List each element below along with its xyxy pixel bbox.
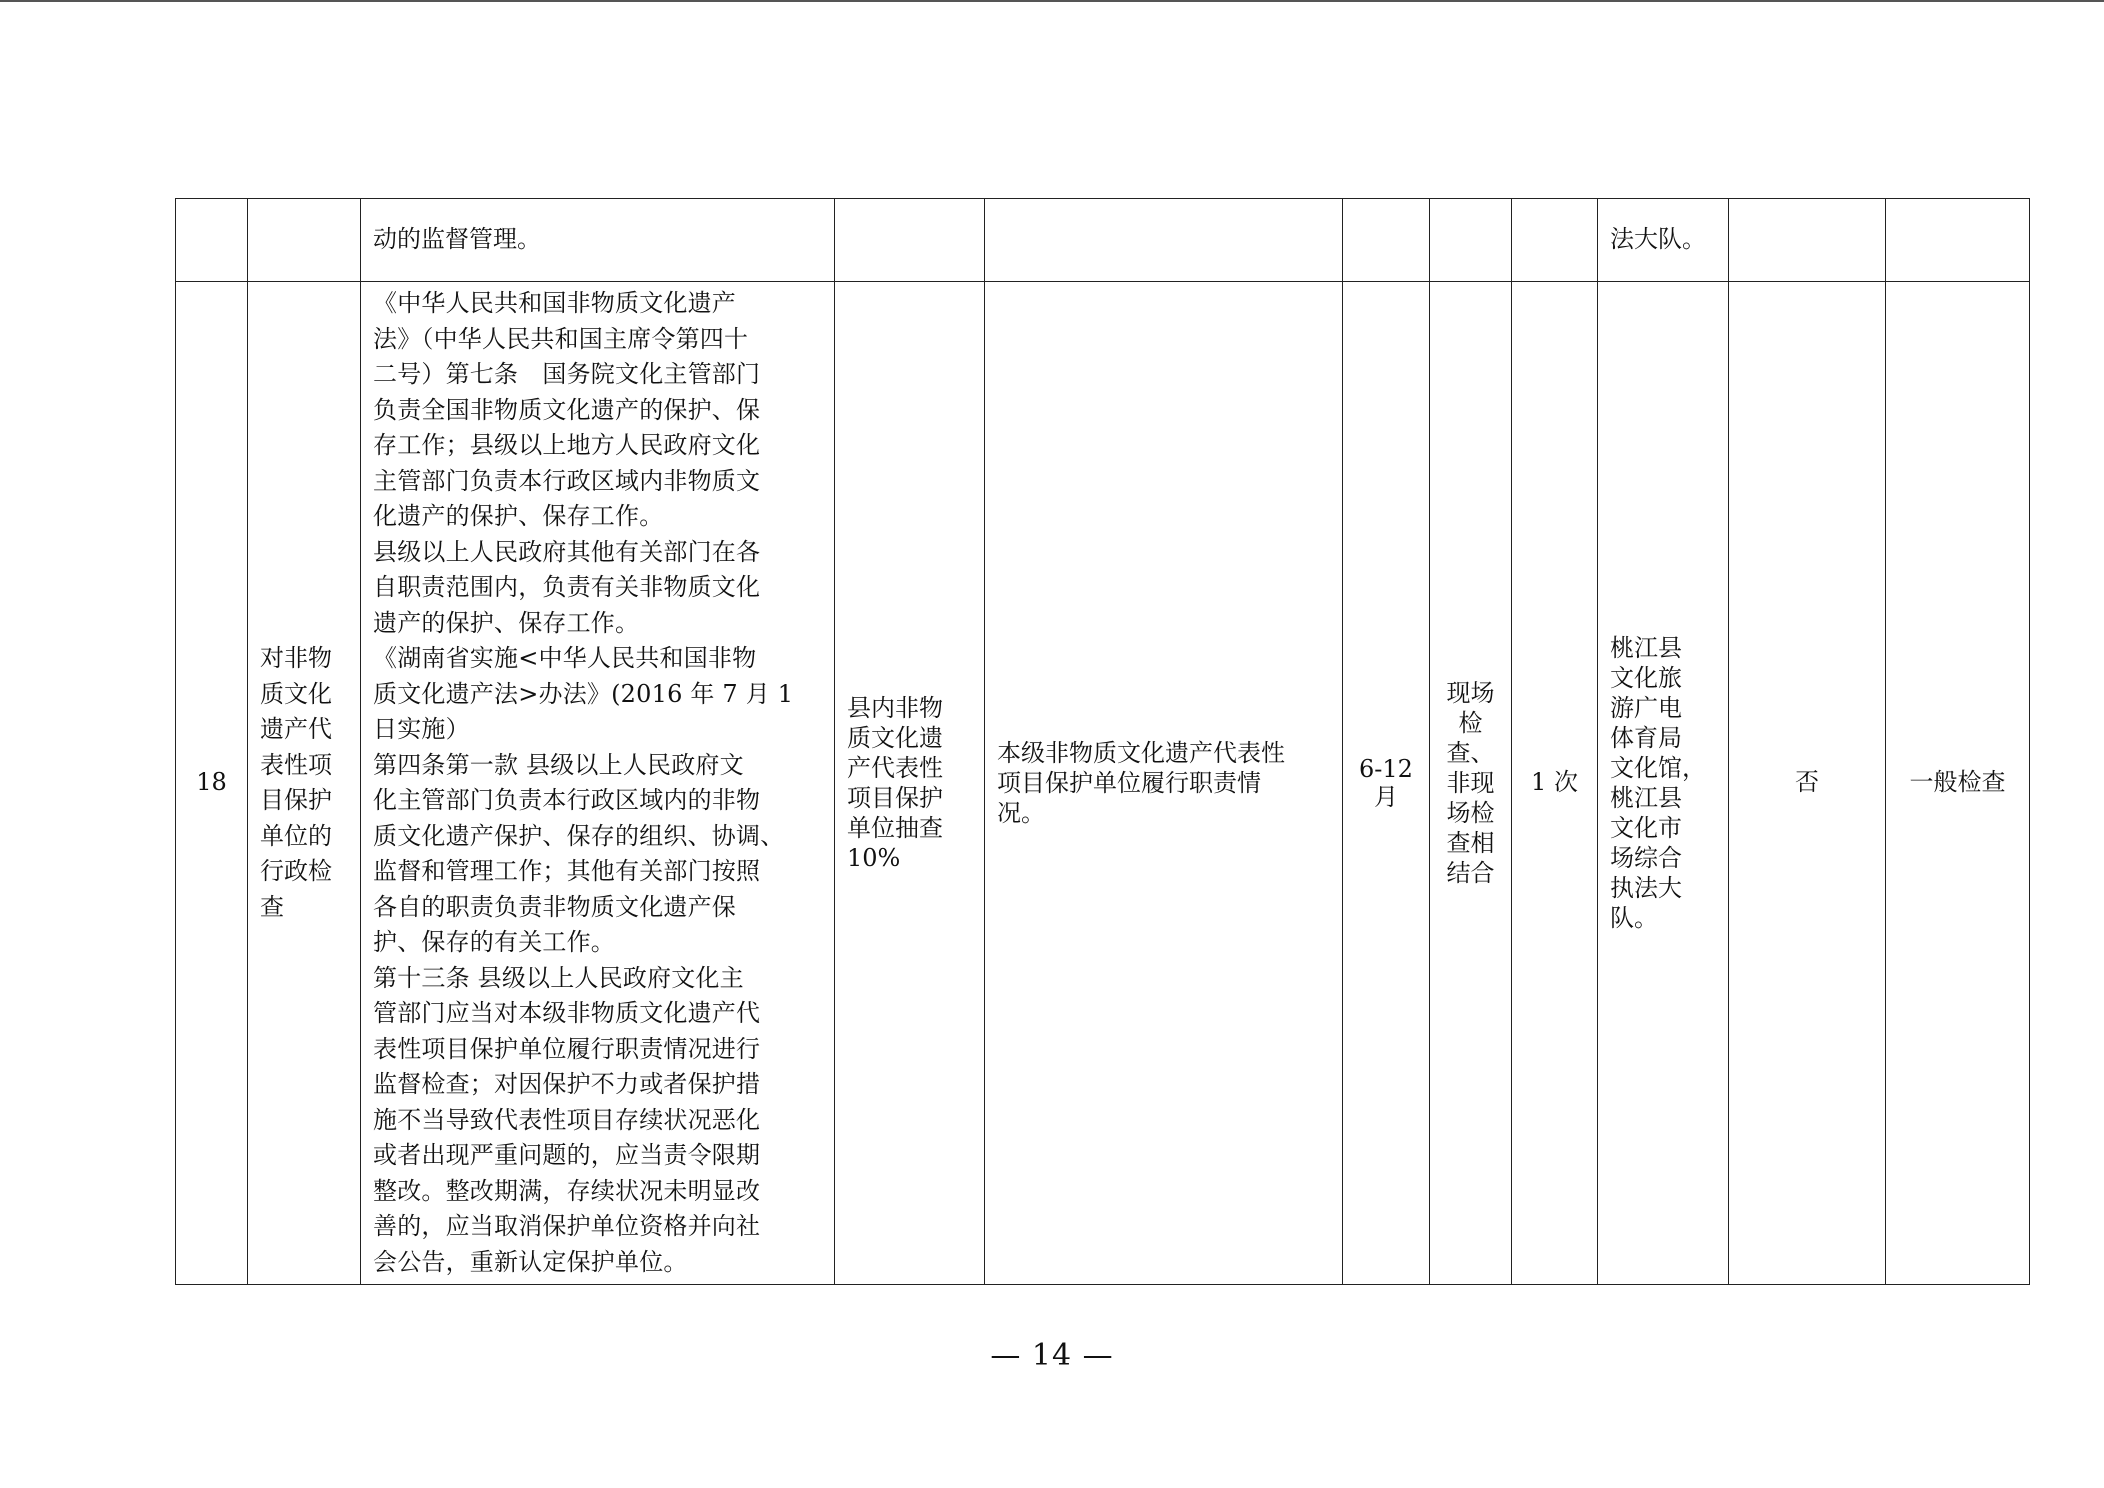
table-row-continued — [176, 199, 2030, 282]
method-line: 非现 — [1446, 769, 1495, 797]
time-line: 月 — [1374, 783, 1398, 811]
basis-line: 《中华人民共和国非物质文化遗产 — [373, 289, 736, 317]
item-name-line: 对非物 — [260, 644, 332, 672]
cell-method-empty — [1430, 199, 1512, 282]
content-line: 况。 — [997, 799, 1045, 827]
basis-line: 化遗产的保护、保存工作。 — [373, 502, 664, 530]
basis-line: 或者出现严重问题的，应当责令限期 — [373, 1141, 761, 1169]
cell-index: 18 — [176, 282, 248, 1285]
basis-line: 质文化遗产保护、保存的组织、协调、 — [373, 821, 785, 850]
method-line: 查、 — [1446, 739, 1495, 767]
cell-item-name — [248, 282, 361, 1285]
implementer-line: 文化馆， — [1610, 754, 1706, 782]
basis-line: 自职责范围内，负责有关非物质文化 — [373, 573, 761, 601]
basis-line: 县级以上人民政府其他有关部门在各 — [373, 537, 761, 566]
cell-joint-empty — [1729, 199, 1886, 282]
object-line: 产代表性 — [847, 754, 943, 782]
cell-inspection-time — [1343, 282, 1430, 1285]
cell-content-empty — [985, 199, 1343, 282]
method-line: 场检 — [1446, 799, 1495, 827]
basis-line: 监督和管理工作；其他有关部门按照 — [373, 857, 761, 885]
object-line: 县内非物 — [847, 694, 943, 722]
object-line: 项目保护 — [847, 784, 943, 812]
cell-index-empty — [176, 199, 248, 282]
cell-time-empty — [1343, 199, 1430, 282]
cell-inspection-category: 一般检查 — [1886, 282, 2030, 1285]
item-name-line: 目保护 — [260, 786, 332, 814]
method-line: 检 — [1458, 709, 1483, 737]
basis-line: 存工作；县级以上地方人民政府文化 — [373, 431, 761, 459]
method-line: 现场 — [1446, 679, 1495, 707]
table-row-18 — [176, 282, 2030, 1285]
cell-category-empty — [1886, 199, 2030, 282]
implementer-line: 文化市 — [1610, 814, 1682, 842]
object-line: 单位抽查 — [847, 814, 943, 842]
cell-basis-tail: 动的监督管理。 — [361, 199, 835, 282]
item-name-line: 表性项 — [260, 750, 332, 779]
implementer-line: 游广电 — [1610, 694, 1682, 722]
cell-frequency: 1 次 — [1512, 282, 1598, 1285]
cell-frequency-empty — [1512, 199, 1598, 282]
basis-line: 表性项目保护单位履行职责情况进行 — [373, 1034, 761, 1063]
basis-line: 各自的职责负责非物质文化遗产保 — [373, 892, 736, 921]
basis-line: 监督检查；对因保护不力或者保护措 — [373, 1070, 761, 1098]
basis-line: 法》（中华人民共和国主席令第四十 — [373, 324, 749, 353]
implementer-line: 文化旅 — [1610, 664, 1682, 692]
basis-line: 《湖南省实施<中华人民共和国非物 — [373, 644, 757, 672]
implementer-line: 体育局 — [1610, 724, 1682, 752]
content-line: 本级非物质文化遗产代表性 — [997, 739, 1285, 767]
implementer-line: 桃江县 — [1610, 634, 1682, 662]
basis-line: 日实施） — [373, 715, 470, 743]
basis-line: 会公告，重新认定保护单位。 — [373, 1247, 688, 1276]
content-line: 项目保护单位履行职责情 — [997, 769, 1261, 797]
cell-item-empty — [248, 199, 361, 282]
implementer-line: 队。 — [1610, 904, 1658, 932]
method-line: 查相 — [1446, 829, 1495, 857]
method-line: 结合 — [1446, 859, 1495, 887]
item-name-line: 遗产代 — [260, 715, 332, 743]
basis-line: 整改。整改期满，存续状况未明显改 — [373, 1176, 761, 1205]
basis-line: 第四条第一款 县级以上人民政府文 — [373, 750, 744, 779]
cell-object-empty — [835, 199, 985, 282]
cell-implementer-tail: 法大队。 — [1598, 199, 1729, 282]
basis-line: 护、保存的有关工作。 — [373, 928, 615, 956]
cell-implementer — [1598, 282, 1729, 1285]
cell-inspection-object — [835, 282, 985, 1285]
cell-legal-basis — [361, 282, 835, 1285]
basis-line: 第十三条 县级以上人民政府文化主 — [373, 963, 744, 992]
basis-line: 负责全国非物质文化遗产的保护、保 — [373, 395, 761, 424]
basis-line: 管部门应当对本级非物质文化遗产代 — [373, 999, 761, 1027]
item-name-line: 单位的 — [260, 821, 332, 850]
basis-line: 二号）第七条 国务院文化主管部门 — [373, 360, 761, 388]
basis-line: 主管部门负责本行政区域内非物质文 — [373, 466, 761, 495]
basis-line: 善的，应当取消保护单位资格并向社 — [373, 1212, 761, 1240]
inspection-table — [175, 198, 2030, 1285]
object-line: 质文化遗 — [847, 724, 943, 752]
cell-joint-inspection: 否 — [1729, 282, 1886, 1285]
page-number: — 14 — — [990, 1338, 1114, 1373]
implementer-line: 场综合 — [1610, 844, 1682, 872]
basis-line: 施不当导致代表性项目存续状况恶化 — [373, 1105, 761, 1134]
item-name-line: 质文化 — [260, 679, 332, 708]
basis-line: 遗产的保护、保存工作。 — [373, 608, 640, 637]
item-name-line: 查 — [260, 892, 284, 921]
implementer-line: 执法大 — [1610, 874, 1682, 902]
item-name-line: 行政检 — [260, 857, 332, 885]
basis-line: 化主管部门负责本行政区域内的非物 — [373, 786, 761, 814]
implementer-line: 桃江县 — [1610, 784, 1682, 812]
time-line: 6-12 — [1359, 755, 1413, 783]
cell-inspection-content — [985, 282, 1343, 1285]
top-border-line — [0, 0, 2104, 2]
object-line: 10% — [847, 844, 901, 872]
cell-inspection-method — [1430, 282, 1512, 1285]
basis-line: 质文化遗产法>办法》(2016 年 7 月 1 — [373, 679, 794, 708]
